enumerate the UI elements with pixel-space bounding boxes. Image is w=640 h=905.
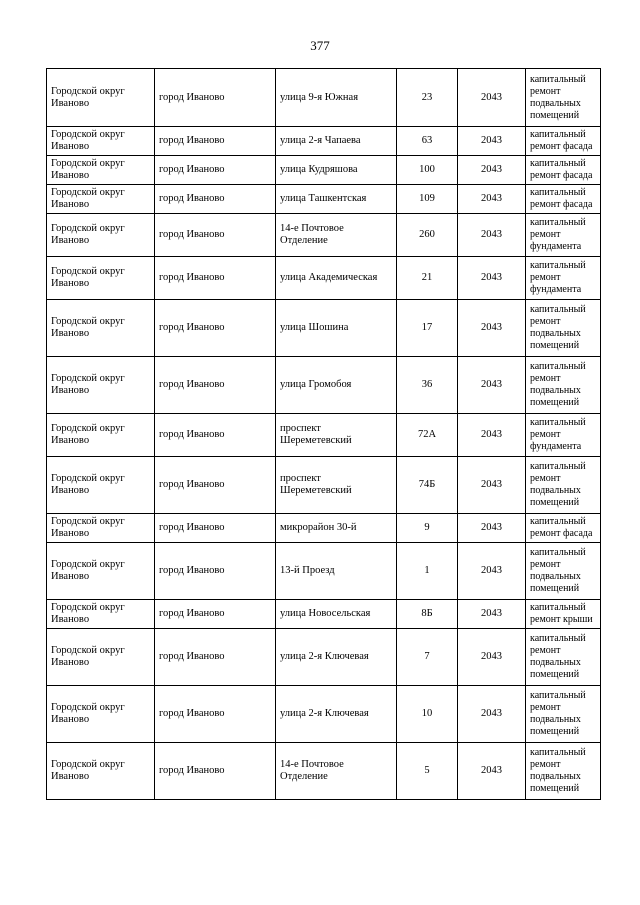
registry-table-body [47,69,601,800]
year-cell: 2043 [458,686,526,743]
table-row [47,214,601,257]
settlement-cell: город Иваново [155,300,276,357]
house-number-cell: 63 [397,127,458,156]
house-number-cell: 109 [397,185,458,214]
table-row [47,185,601,214]
year-cell: 2043 [458,69,526,127]
house-number-cell: 100 [397,156,458,185]
municipality-cell: Городской округ Иваново [47,357,155,414]
year-cell: 2043 [458,300,526,357]
settlement-cell: город Иваново [155,185,276,214]
street-cell: улица Академическая [276,257,397,300]
street-cell: улица 2-я Ключевая [276,686,397,743]
table-row [47,69,601,127]
municipality-cell: Городской округ Иваново [47,214,155,257]
municipality-cell: Городской округ Иваново [47,127,155,156]
settlement-cell: город Иваново [155,743,276,800]
house-number-cell: 8Б [397,600,458,629]
work-type-cell: капитальный ремонт фасада [526,514,601,543]
municipality-cell: Городской округ Иваново [47,185,155,214]
street-cell: улица Кудряшова [276,156,397,185]
work-type-cell: капитальный ремонт подвальных помещений [526,357,601,414]
house-number-cell: 7 [397,629,458,686]
municipality-cell: Городской округ Иваново [47,457,155,514]
table-row [47,600,601,629]
year-cell: 2043 [458,629,526,686]
house-number-cell: 10 [397,686,458,743]
work-type-cell: капитальный ремонт фасада [526,127,601,156]
house-number-cell: 36 [397,357,458,414]
street-cell: 13-й Проезд [276,543,397,600]
municipality-cell: Городской округ Иваново [47,629,155,686]
settlement-cell: город Иваново [155,543,276,600]
settlement-cell: город Иваново [155,457,276,514]
work-type-cell: капитальный ремонт фундамента [526,257,601,300]
municipality-cell: Городской округ Иваново [47,600,155,629]
page-number: 377 [310,38,330,53]
settlement-cell: город Иваново [155,127,276,156]
street-cell: проспект Шереметевский [276,414,397,457]
year-cell: 2043 [458,543,526,600]
table-row [47,300,601,357]
table-row [47,156,601,185]
municipality-cell: Городской округ Иваново [47,414,155,457]
settlement-cell: город Иваново [155,686,276,743]
year-cell: 2043 [458,514,526,543]
work-type-cell: капитальный ремонт подвальных помещений [526,457,601,514]
table-row [47,457,601,514]
street-cell: микрорайон 30-й [276,514,397,543]
work-type-cell: капитальный ремонт фундамента [526,214,601,257]
street-cell: улица 2-я Ключевая [276,629,397,686]
municipality-cell: Городской округ Иваново [47,300,155,357]
house-number-cell: 9 [397,514,458,543]
work-type-cell: капитальный ремонт фасада [526,185,601,214]
house-number-cell: 17 [397,300,458,357]
settlement-cell: город Иваново [155,214,276,257]
table-row [47,686,601,743]
municipality-cell: Городской округ Иваново [47,69,155,127]
street-cell: проспект Шереметевский [276,457,397,514]
street-cell: улица 9-я Южная [276,69,397,127]
table-row [47,257,601,300]
street-cell: улица Новосельская [276,600,397,629]
table-row [47,629,601,686]
settlement-cell: город Иваново [155,156,276,185]
registry-table [46,68,601,800]
year-cell: 2043 [458,127,526,156]
settlement-cell: город Иваново [155,514,276,543]
settlement-cell: город Иваново [155,629,276,686]
street-cell: 14-е Почтовое Отделение [276,743,397,800]
street-cell: улица Громобоя [276,357,397,414]
year-cell: 2043 [458,185,526,214]
street-cell: 14-е Почтовое Отделение [276,214,397,257]
municipality-cell: Городской округ Иваново [47,514,155,543]
house-number-cell: 260 [397,214,458,257]
house-number-cell: 23 [397,69,458,127]
year-cell: 2043 [458,357,526,414]
year-cell: 2043 [458,257,526,300]
year-cell: 2043 [458,600,526,629]
year-cell: 2043 [458,214,526,257]
table-row [47,127,601,156]
house-number-cell: 72А [397,414,458,457]
settlement-cell: город Иваново [155,357,276,414]
municipality-cell: Городской округ Иваново [47,257,155,300]
settlement-cell: город Иваново [155,69,276,127]
work-type-cell: капитальный ремонт фасада [526,156,601,185]
work-type-cell: капитальный ремонт подвальных помещений [526,629,601,686]
table-row [47,414,601,457]
street-cell: улица 2-я Чапаева [276,127,397,156]
municipality-cell: Городской округ Иваново [47,743,155,800]
house-number-cell: 74Б [397,457,458,514]
settlement-cell: город Иваново [155,600,276,629]
work-type-cell: капитальный ремонт подвальных помещений [526,686,601,743]
work-type-cell: капитальный ремонт подвальных помещений [526,69,601,127]
year-cell: 2043 [458,414,526,457]
table-row [47,357,601,414]
year-cell: 2043 [458,457,526,514]
table-row [47,543,601,600]
work-type-cell: капитальный ремонт подвальных помещений [526,543,601,600]
municipality-cell: Городской округ Иваново [47,543,155,600]
year-cell: 2043 [458,743,526,800]
house-number-cell: 21 [397,257,458,300]
work-type-cell: капитальный ремонт крыши [526,600,601,629]
table-row [47,743,601,800]
work-type-cell: капитальный ремонт фундамента [526,414,601,457]
year-cell: 2043 [458,156,526,185]
municipality-cell: Городской округ Иваново [47,156,155,185]
house-number-cell: 5 [397,743,458,800]
municipality-cell: Городской округ Иваново [47,686,155,743]
table-row [47,514,601,543]
street-cell: улица Шошина [276,300,397,357]
work-type-cell: капитальный ремонт подвальных помещений [526,300,601,357]
house-number-cell: 1 [397,543,458,600]
work-type-cell: капитальный ремонт подвальных помещений [526,743,601,800]
settlement-cell: город Иваново [155,257,276,300]
settlement-cell: город Иваново [155,414,276,457]
street-cell: улица Ташкентская [276,185,397,214]
